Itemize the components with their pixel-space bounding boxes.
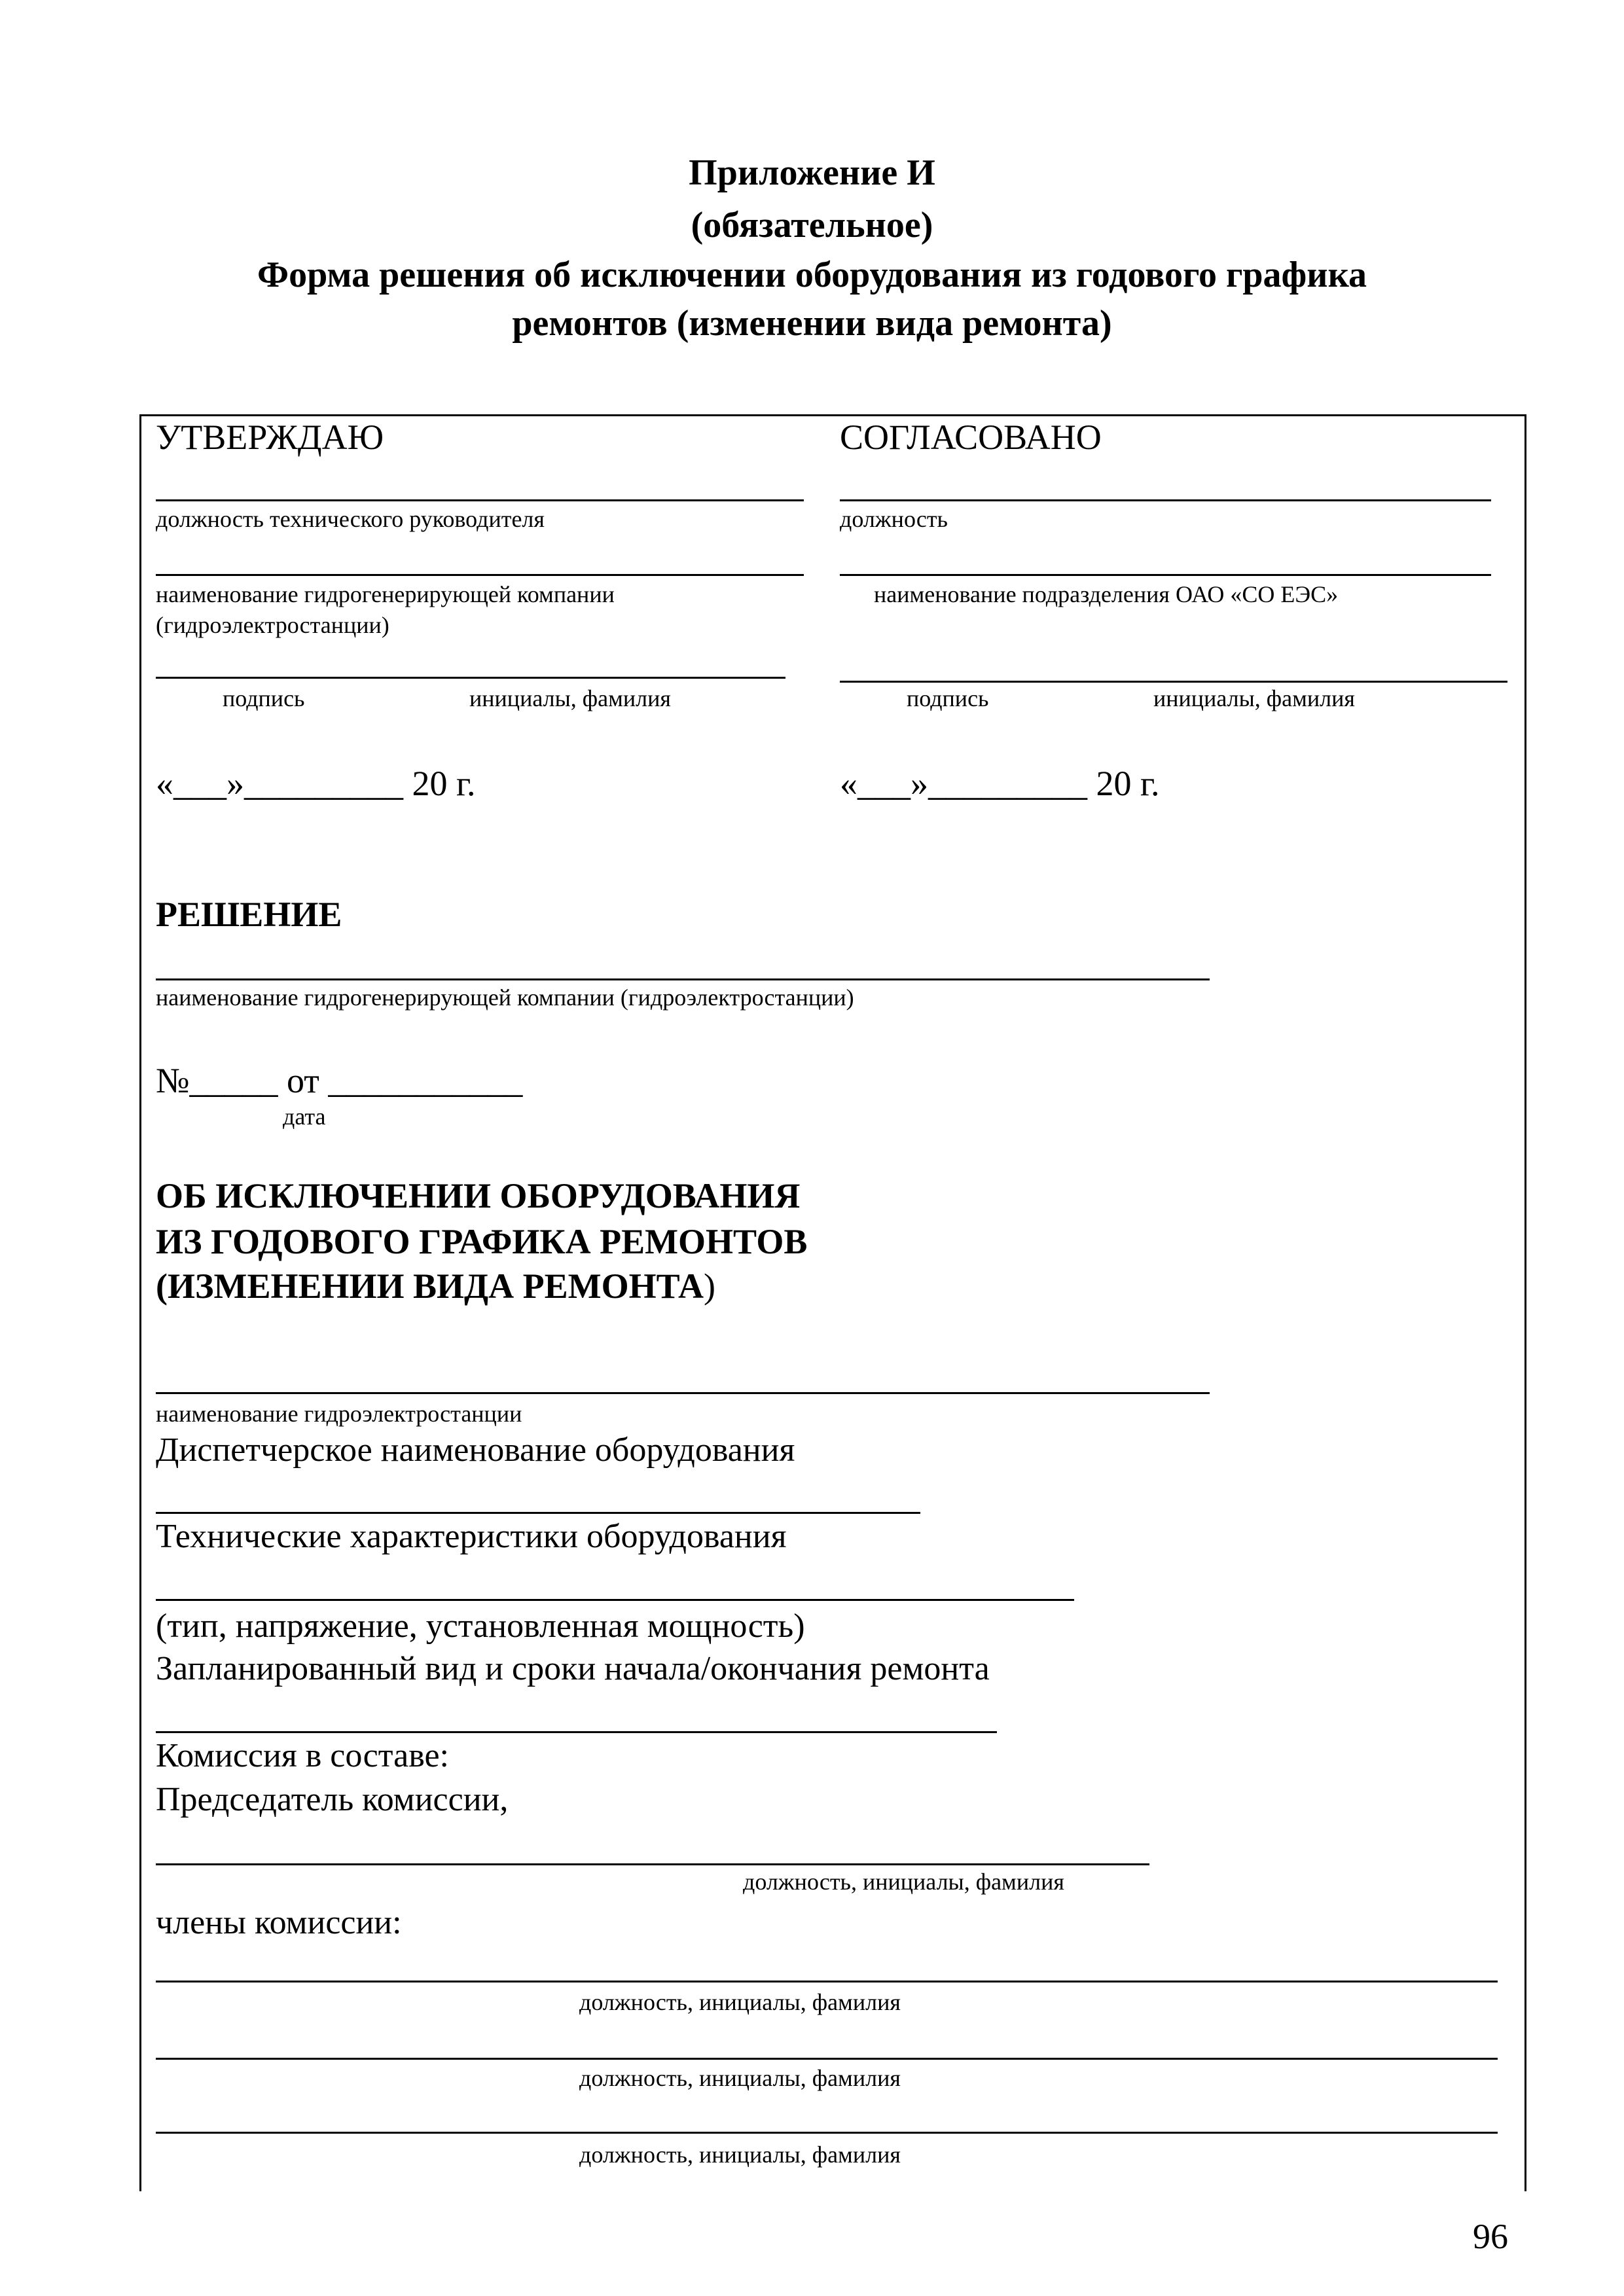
members-label: члены комиссии: xyxy=(156,1904,402,1941)
tech-specs-field[interactable] xyxy=(156,1599,1074,1601)
plant-name-caption: наименование гидроэлектростанции xyxy=(156,1401,522,1427)
member-caption-2: должность, инициалы, фамилия xyxy=(579,2065,901,2091)
decision-subject-line-2: ИЗ ГОДОВОГО ГРАФИКА РЕМОНТОВ xyxy=(156,1222,808,1261)
page-number: 96 xyxy=(1473,2217,1508,2256)
approve-signature-field[interactable] xyxy=(156,677,785,679)
planned-repair-field[interactable] xyxy=(156,1731,997,1733)
decision-company-caption: наименование гидрогенерирующей компании (гидроэлектростанции) xyxy=(156,984,854,1011)
agree-signature-caption: подпись xyxy=(907,685,989,711)
form-title-line-2: ремонтов (изменении вида ремонта) xyxy=(512,303,1112,344)
member-field-2[interactable] xyxy=(156,2058,1498,2060)
agree-signature-field[interactable] xyxy=(840,681,1507,683)
chairman-label: Председатель комиссии, xyxy=(156,1781,509,1818)
agree-heading: СОГЛАСОВАНО xyxy=(840,418,1102,457)
decision-subject-line-3-bold: (ИЗМЕНЕНИИ ВИДА РЕМОНТА xyxy=(156,1266,704,1306)
agree-division-caption: наименование подразделения ОАО «СО ЕЭС» xyxy=(874,581,1339,607)
decision-subject-line-3-tail: ) xyxy=(703,1266,715,1306)
dispatch-name-field[interactable] xyxy=(156,1512,920,1514)
member-caption-3: должность, инициалы, фамилия xyxy=(579,2142,901,2168)
approve-signature-caption: подпись xyxy=(223,685,305,711)
planned-repair-label: Запланированный вид и сроки начала/окончания ремонта xyxy=(156,1650,990,1687)
approve-position-field[interactable] xyxy=(156,499,804,501)
agree-date-field[interactable]: «___»_________ 20 г. xyxy=(840,764,1160,803)
member-field-3[interactable] xyxy=(156,2132,1498,2134)
appendix-title: Приложение И xyxy=(689,152,935,193)
appendix-status: (обязательное) xyxy=(691,205,933,245)
approve-company-caption-2: (гидроэлектростанции) xyxy=(156,612,389,638)
chairman-field[interactable] xyxy=(156,1863,1149,1865)
decision-subject-line-1: ОБ ИСКЛЮЧЕНИИ ОБОРУДОВАНИЯ xyxy=(156,1176,801,1215)
decision-date-caption: дата xyxy=(283,1103,326,1130)
decision-subject-line-3 xyxy=(156,1266,715,1306)
chairman-caption: должность, инициалы, фамилия xyxy=(743,1869,1064,1895)
agree-position-field[interactable] xyxy=(840,499,1491,501)
agree-name-caption: инициалы, фамилия xyxy=(1153,685,1355,711)
approve-name-caption: инициалы, фамилия xyxy=(469,685,671,711)
approve-company-caption-1: наименование гидрогенерирующей компании xyxy=(156,581,615,607)
dispatch-name-label: Диспетчерское наименование оборудования xyxy=(156,1431,795,1469)
tech-specs-caption: (тип, напряжение, установленная мощность) xyxy=(156,1607,805,1645)
member-field-1[interactable] xyxy=(156,1981,1498,1982)
approve-date-field[interactable]: «___»_________ 20 г. xyxy=(156,764,476,803)
agree-position-caption: должность xyxy=(840,506,948,532)
plant-name-field[interactable] xyxy=(156,1392,1210,1394)
form-title-line-1: Форма решения об исключении оборудования из годового графика xyxy=(257,255,1367,295)
decision-number-date-field[interactable]: №_____ от ___________ xyxy=(156,1061,523,1100)
member-caption-1: должность, инициалы, фамилия xyxy=(579,1989,901,2015)
approve-position-caption: должность технического руководителя xyxy=(156,506,545,532)
tech-specs-label: Технические характеристики оборудования xyxy=(156,1518,787,1555)
agree-division-field[interactable] xyxy=(840,574,1491,576)
decision-title: РЕШЕНИЕ xyxy=(156,895,342,934)
decision-company-field[interactable] xyxy=(156,978,1210,980)
approve-company-field[interactable] xyxy=(156,574,804,576)
approve-heading: УТВЕРЖДАЮ xyxy=(156,418,384,457)
commission-label: Комиссия в составе: xyxy=(156,1737,449,1774)
